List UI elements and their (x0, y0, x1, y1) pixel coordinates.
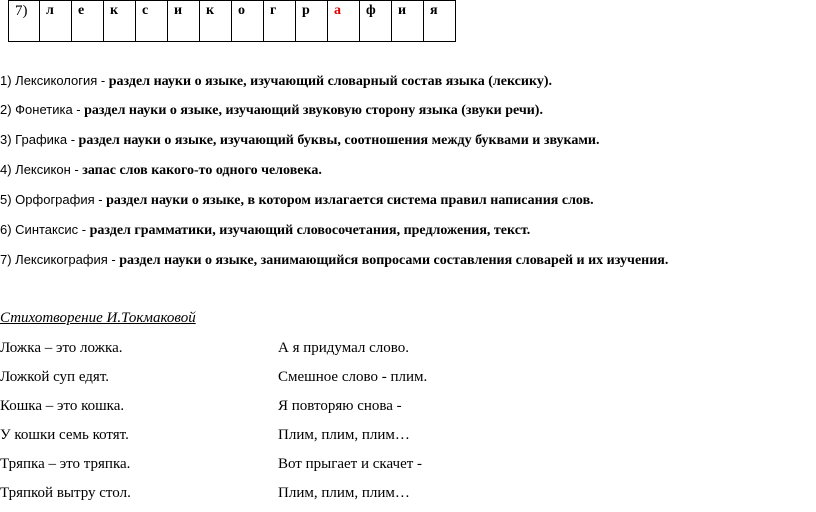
poem-right-line: Плим, плим, плим… (278, 427, 410, 443)
letter-row (9, 1, 456, 42)
poem-left-line: У кошки семь котят. (0, 427, 129, 443)
letter-cell: г (264, 1, 296, 42)
letter-cell: ф (360, 1, 392, 42)
definition-meaning: раздел науки о языке, занимающийся вопросами составления словарей и их изучения. (119, 253, 669, 268)
letter-cell: к (104, 1, 136, 42)
letter-cell-highlighted: а (328, 1, 360, 42)
word-letter-table (8, 0, 456, 42)
poem-right-line: А я придумал слово. (278, 340, 410, 356)
definition-meaning: раздел науки о языке, изучающий словарный состав языка (лексику). (108, 74, 552, 89)
definition-6 (0, 221, 530, 240)
poem-left-line: Ложкой суп едят. (0, 369, 109, 385)
letter-cell: р (296, 1, 328, 42)
definition-term: 1) Лексикология - (0, 73, 106, 88)
poem-title: Стихотворение И.Токмаковой (0, 310, 196, 326)
definition-term: 5) Орфография - (0, 192, 103, 207)
poem-right-line: Вот прыгает и скачет - (278, 456, 423, 472)
letter-cell: л (40, 1, 72, 42)
letter-cell: с (136, 1, 168, 42)
definition-1 (0, 72, 552, 91)
definition-meaning: раздел науки о языке, изучающий буквы, соотношения между буквами и звуками. (78, 133, 600, 148)
definition-7 (0, 251, 668, 270)
poem-left-line: Кошка – это кошка. (0, 398, 125, 414)
row-number: 7) (9, 1, 40, 42)
definition-term: 2) Фонетика - (0, 102, 81, 117)
definition-meaning: раздел грамматики, изучающий словосочетания, предложения, текст. (89, 223, 531, 238)
letter-cell: к (200, 1, 232, 42)
definition-term: 4) Лексикон - (0, 162, 79, 177)
letter-cell: и (168, 1, 200, 42)
letter-cell: о (232, 1, 264, 42)
definition-5 (0, 191, 594, 210)
poem-left-line: Тряпка – это тряпка. (0, 456, 131, 472)
letter-cell: и (392, 1, 424, 42)
poem-left-line: Тряпкой вытру стол. (0, 485, 131, 501)
definition-term: 6) Синтаксис - (0, 222, 87, 237)
definition-meaning: раздел науки о языке, изучающий звуковую сторону языка (звуки речи). (84, 103, 543, 118)
poem-left-line: Ложка – это ложка. (0, 340, 123, 356)
definition-2 (0, 101, 543, 120)
definition-term: 3) Графика - (0, 132, 76, 147)
letter-cell: я (424, 1, 456, 42)
definition-term: 7) Лексикография - (0, 252, 116, 267)
letter-cell: е (72, 1, 104, 42)
poem-right-line: Плим, плим, плим… (278, 485, 410, 501)
definition-4 (0, 161, 322, 180)
definition-3 (0, 131, 600, 150)
definition-meaning: запас слов какого-то одного человека. (82, 163, 322, 178)
poem-right-line: Смешное слово - плим. (278, 369, 428, 385)
definition-meaning: раздел науки о языке, в котором излагается система правил написания слов. (106, 193, 594, 208)
poem-right-line: Я повторяю снова - (278, 398, 402, 414)
